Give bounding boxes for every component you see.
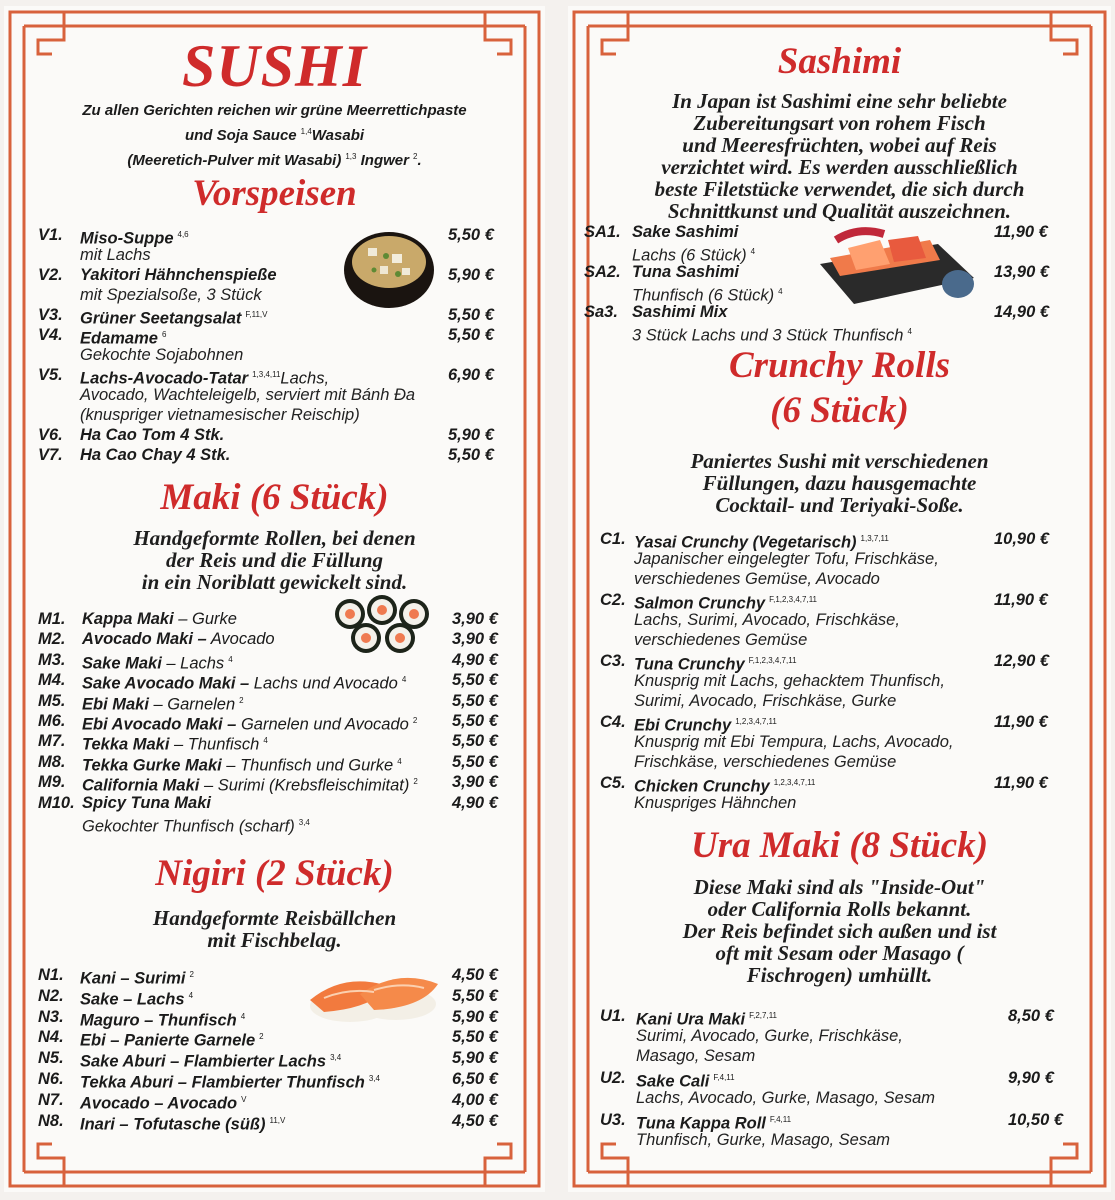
item-name bbox=[632, 302, 727, 322]
allergen-codes: 1,3,7,11 bbox=[860, 534, 889, 543]
allergen-codes: F,4,11 bbox=[769, 1115, 792, 1124]
item-price: 5,50 € bbox=[448, 226, 494, 244]
allergen-codes: 6 bbox=[161, 330, 167, 339]
menu-item bbox=[38, 752, 532, 775]
item-code: N5. bbox=[38, 1049, 64, 1068]
allergen-codes: 4 bbox=[401, 675, 407, 685]
item-code: SA2. bbox=[584, 263, 621, 281]
item-code: M6. bbox=[38, 712, 66, 730]
item-price: 5,50 € bbox=[452, 732, 498, 751]
maki-rolls-photo bbox=[332, 594, 436, 656]
item-code: N3. bbox=[38, 1007, 64, 1026]
item-price: 5,50 € bbox=[448, 326, 494, 344]
item-name bbox=[632, 222, 738, 242]
menu-item bbox=[38, 445, 528, 465]
item-name-text: Chicken Crunchy bbox=[634, 777, 770, 796]
item-code: M7. bbox=[38, 732, 66, 751]
item-price: 3,90 € bbox=[452, 630, 498, 649]
menu-item bbox=[38, 731, 532, 754]
allergen-codes: 2 bbox=[189, 970, 194, 979]
item-name-text: Avocado Maki – bbox=[82, 630, 207, 649]
menu-title: SUSHI bbox=[181, 33, 368, 99]
item-code: N4. bbox=[38, 1028, 64, 1047]
item-price: 6,50 € bbox=[452, 1070, 498, 1088]
item-name-text: Sake Sashimi bbox=[632, 223, 739, 241]
item-name-text: Salmon Crunchy bbox=[634, 594, 766, 613]
allergen-codes: 2 bbox=[412, 716, 418, 725]
item-price: 5,90 € bbox=[448, 426, 494, 444]
item-price: 5,50 € bbox=[448, 446, 494, 464]
sashimi-description: In Japan ist Sashimi eine sehr beliebte Zubereitungsart von rohem Fisch und Meeresfrüchten, wobei auf Reis verzichtet wird. Es werden ausschließlich beste Filetstücke verwendet, die sich durch Schnittkunst und Qualität auszeichnen. bbox=[654, 89, 1025, 223]
item-description-text: Thunfisch (6 Stück) bbox=[632, 286, 775, 305]
salmon-nigiri-photo bbox=[304, 968, 440, 1026]
menu-item bbox=[38, 986, 532, 1009]
item-name-text: Ha Cao Tom 4 Stk. bbox=[80, 426, 225, 444]
allergen-codes: 2 bbox=[259, 1032, 264, 1042]
item-price: 5,50 € bbox=[452, 752, 498, 771]
item-name-text: Sake Cali bbox=[636, 1072, 710, 1091]
item-price: 10,90 € bbox=[994, 530, 1050, 548]
sashimi-platter-photo bbox=[818, 214, 976, 310]
item-name bbox=[632, 262, 739, 282]
item-description-text: Lachs (6 Stück) bbox=[632, 246, 747, 265]
menu-item bbox=[38, 1048, 532, 1071]
item-description: verschiedenes Gemüse, Avocado bbox=[634, 570, 880, 588]
item-name-text: Tekka Maki bbox=[82, 735, 170, 754]
item-code: N6. bbox=[38, 1070, 64, 1088]
item-subtitle: – Lachs bbox=[161, 654, 225, 673]
item-description: Gekochte Sojabohnen bbox=[80, 346, 244, 364]
item-name-text: Sashimi Mix bbox=[632, 303, 728, 321]
item-code: V6. bbox=[38, 426, 63, 444]
item-name bbox=[80, 265, 277, 285]
item-name-text: Kappa Maki bbox=[82, 610, 174, 628]
item-code: C3. bbox=[600, 652, 626, 670]
item-name-text: Ebi – Panierte Garnele bbox=[80, 1031, 256, 1050]
item-subtitle: – Garnelen bbox=[148, 695, 236, 714]
nigiri-heading: Nigiri (2 Stück) bbox=[155, 853, 394, 894]
item-code: M1. bbox=[38, 610, 66, 628]
menu-item bbox=[38, 365, 528, 388]
allergen-codes: 1,3,4,11 bbox=[252, 370, 281, 379]
item-price: 4,50 € bbox=[452, 966, 498, 984]
item-name-text: Grüner Seetangsalat bbox=[80, 309, 242, 328]
item-code: SA1. bbox=[584, 223, 621, 241]
item-name-text: Inari – Tofutasche (süß) bbox=[80, 1115, 266, 1134]
menu-item bbox=[38, 325, 528, 348]
allergen-codes: 4 bbox=[263, 736, 268, 746]
allergen-codes: 2 bbox=[239, 695, 244, 705]
allergen-codes: F,4,11 bbox=[713, 1073, 735, 1082]
item-name-text: Kani Ura Maki bbox=[636, 1010, 746, 1029]
item-price: 5,50 € bbox=[448, 306, 494, 324]
item-name bbox=[80, 425, 224, 445]
menu-item bbox=[38, 772, 532, 795]
item-name-text: Tekka Aburi – Flambierter Thunfisch bbox=[80, 1073, 365, 1092]
allergen-codes: F,1,2,3,4,7,11 bbox=[769, 595, 817, 604]
item-code: N7. bbox=[38, 1090, 64, 1109]
item-price: 13,90 € bbox=[994, 263, 1050, 281]
item-description: Surimi, Avocado, Frischkäse, Gurke bbox=[634, 692, 897, 710]
item-name bbox=[82, 793, 211, 813]
menu-item bbox=[600, 590, 1074, 613]
item-code: C1. bbox=[600, 530, 626, 548]
item-subtitle: – Thunfisch und Gurke bbox=[221, 756, 394, 775]
item-description: Knusprig mit Ebi Tempura, Lachs, Avocado, bbox=[634, 733, 954, 751]
item-description: Lachs, Avocado, Gurke, Masago, Sesam bbox=[636, 1089, 935, 1107]
item-name-text: Ebi Maki bbox=[82, 695, 149, 714]
maki-heading: Maki (6 Stück) bbox=[160, 477, 389, 518]
allergen-codes: 4,6 bbox=[177, 230, 189, 239]
item-name-text: Tuna Sashimi bbox=[632, 263, 739, 281]
item-price: 4,90 € bbox=[452, 793, 498, 812]
menu-item bbox=[38, 1007, 532, 1030]
item-price: 9,90 € bbox=[1008, 1069, 1054, 1087]
menu-item bbox=[38, 670, 532, 693]
item-code: U1. bbox=[600, 1007, 626, 1025]
item-price: 3,90 € bbox=[452, 773, 498, 792]
item-code: N8. bbox=[38, 1111, 64, 1130]
item-name-continued: Lachs, bbox=[280, 369, 330, 388]
crunchy-heading: Crunchy Rolls (6 Stück) bbox=[728, 345, 951, 431]
item-price: 11,90 € bbox=[994, 591, 1048, 609]
menu-item bbox=[38, 1111, 532, 1134]
item-code: M4. bbox=[38, 671, 66, 690]
item-code: M8. bbox=[38, 752, 66, 771]
item-name-text: Avocado – Avocado bbox=[80, 1094, 238, 1113]
allergen-codes: 4 bbox=[228, 654, 233, 664]
item-code: N1. bbox=[38, 966, 64, 984]
menu-item bbox=[38, 691, 532, 714]
item-description: Masago, Sesam bbox=[636, 1047, 756, 1065]
item-code: C4. bbox=[600, 713, 626, 731]
nigiri-description: Handgeformte Reisbällchen mit Fischbelag. bbox=[152, 906, 397, 952]
item-name-text: Spicy Tuna Maki bbox=[82, 793, 211, 812]
allergen-codes: 3,4 bbox=[368, 1074, 380, 1083]
item-code: V7. bbox=[38, 446, 63, 464]
m10-description: Gekochter Thunfisch (scharf) $^{3,4}$ bbox=[82, 817, 310, 836]
menu-item bbox=[38, 1027, 532, 1050]
item-price: 5,50 € bbox=[452, 671, 498, 690]
item-description: Surimi, Avocado, Gurke, Frischkäse, bbox=[636, 1027, 903, 1045]
item-name-text: Yakitori Hähnchenspieße bbox=[80, 266, 277, 284]
menu-item bbox=[600, 529, 1074, 552]
allergen-codes: 2 bbox=[413, 777, 418, 787]
menu-item bbox=[600, 651, 1074, 674]
item-name-text: Tuna Crunchy bbox=[634, 655, 745, 674]
item-name-text: Sake Avocado Maki – bbox=[82, 674, 250, 693]
item-price: 6,90 € bbox=[448, 366, 494, 384]
menu-item bbox=[600, 1006, 1088, 1029]
menu-item bbox=[38, 965, 532, 988]
menu-item bbox=[38, 1090, 532, 1113]
item-code: N2. bbox=[38, 986, 64, 1005]
item-price: 3,90 € bbox=[452, 610, 498, 628]
ura-maki-description: Diese Maki sind als "Inside-Out" oder California Rolls bekannt. Der Reis befindet sich außen und ist oft mit Sesam oder Masago ( Fischrogen) umhüllt. bbox=[682, 875, 997, 987]
item-description: (knuspriger vietnamesischer Reischip) bbox=[80, 406, 360, 424]
item-description: Lachs, Surimi, Avocado, Frischkäse, bbox=[634, 611, 900, 629]
item-subtitle: Garnelen und Avocado bbox=[236, 715, 409, 734]
item-name bbox=[80, 1111, 285, 1135]
item-name-text: Sake Maki bbox=[82, 654, 162, 673]
item-code: C2. bbox=[600, 591, 626, 609]
item-code: M5. bbox=[38, 691, 66, 710]
item-code: M2. bbox=[38, 630, 66, 649]
allergen-codes: 3,4 bbox=[330, 1053, 342, 1063]
item-code: U2. bbox=[600, 1069, 626, 1087]
item-description bbox=[632, 322, 912, 346]
maki-description: Handgeformte Rollen, bei denen der Reis und die Füllung in ein Noriblatt gewickelt sind. bbox=[133, 526, 416, 594]
menu-item bbox=[600, 1068, 1088, 1091]
item-price: 14,90 € bbox=[994, 303, 1050, 321]
item-subtitle: – Gurke bbox=[173, 610, 237, 628]
item-price: 5,90 € bbox=[452, 1007, 498, 1026]
item-code: V2. bbox=[38, 266, 63, 284]
item-description: mit Lachs bbox=[80, 246, 151, 264]
item-code: V4. bbox=[38, 326, 63, 344]
item-price: 10,50 € bbox=[1008, 1111, 1064, 1129]
item-name-text: Tekka Gurke Maki bbox=[82, 756, 222, 775]
item-name bbox=[82, 609, 237, 629]
allergen-codes: F,2,7,11 bbox=[749, 1011, 777, 1020]
item-price: 11,90 € bbox=[994, 223, 1048, 241]
item-name-text: Miso-Suppe bbox=[80, 229, 174, 248]
menu-item bbox=[38, 793, 532, 813]
item-price: 12,90 € bbox=[994, 652, 1050, 670]
item-price: 11,90 € bbox=[994, 774, 1048, 792]
miso-soup-photo bbox=[342, 226, 436, 310]
item-description: mit Spezialsoße, 3 Stück bbox=[80, 286, 262, 304]
item-price: 5,90 € bbox=[452, 1049, 498, 1068]
item-code: M9. bbox=[38, 773, 66, 792]
item-subtitle: Lachs und Avocado bbox=[249, 674, 398, 693]
item-name-text: Sake – Lachs bbox=[80, 990, 185, 1009]
item-code: V1. bbox=[38, 226, 63, 244]
item-subtitle: – Surimi (Krebsfleischimitat) bbox=[199, 776, 410, 795]
menu-item bbox=[600, 1110, 1088, 1133]
menu-item bbox=[38, 265, 528, 285]
item-description: Avocado, Wachteleigelb, serviert mit Bánh Đa bbox=[80, 386, 416, 404]
item-description: Knuspriges Hähnchen bbox=[634, 794, 797, 812]
item-name-text: Edamame bbox=[80, 329, 158, 348]
item-name-text: Ha Cao Chay 4 Stk. bbox=[80, 446, 231, 464]
item-code: M3. bbox=[38, 650, 66, 669]
item-price: 8,50 € bbox=[1008, 1007, 1054, 1025]
menu-item bbox=[38, 711, 532, 734]
item-price: 4,00 € bbox=[452, 1090, 498, 1109]
item-name bbox=[80, 445, 230, 465]
item-code: V5. bbox=[38, 366, 63, 384]
allergen-codes: 1,2,3,4,7,11 bbox=[735, 717, 777, 726]
allergen-codes: 4 bbox=[240, 1011, 246, 1021]
item-name-text: Kani – Surimi bbox=[80, 969, 186, 988]
item-subtitle: – Thunfisch bbox=[169, 735, 260, 754]
item-description: Knusprig mit Lachs, gehacktem Thunfisch, bbox=[634, 672, 945, 690]
allergen-codes: 4 bbox=[397, 756, 402, 766]
right-menu-panel bbox=[568, 6, 1111, 1192]
item-name bbox=[82, 629, 275, 649]
crunchy-description: Paniertes Sushi mit verschiedenen Füllungen, dazu hausgemachte Cocktail- und Teriyaki-Soße. bbox=[690, 449, 989, 517]
allergen-codes: F,11,V bbox=[245, 310, 268, 319]
menu-item bbox=[38, 425, 528, 445]
item-description: Frischkäse, verschiedenes Gemüse bbox=[634, 753, 897, 771]
item-name-text: Tuna Kappa Roll bbox=[636, 1114, 766, 1133]
item-code: C5. bbox=[600, 774, 626, 792]
item-name-text: Sake Aburi – Flambierter Lachs bbox=[80, 1052, 327, 1071]
menu-item bbox=[600, 773, 1074, 796]
allergen-codes: 4 bbox=[750, 247, 756, 256]
item-code: Sa3. bbox=[584, 303, 618, 321]
item-name-text: Ebi Avocado Maki – bbox=[82, 715, 237, 734]
menu-item bbox=[600, 712, 1074, 735]
item-description-text: 3 Stück Lachs und 3 Stück Thunfisch bbox=[632, 326, 904, 345]
menu-item bbox=[38, 225, 528, 248]
item-code: M10. bbox=[38, 793, 75, 812]
item-description: verschiedenes Gemüse bbox=[634, 631, 808, 649]
menu-item bbox=[38, 1069, 532, 1092]
allergen-codes: 11,V bbox=[269, 1115, 286, 1125]
item-price: 4,50 € bbox=[452, 1111, 498, 1130]
item-name-text: Maguro – Thunfisch bbox=[80, 1011, 237, 1030]
menu-item bbox=[38, 609, 532, 629]
item-description: Thunfisch, Gurke, Masago, Sesam bbox=[636, 1131, 891, 1149]
item-price: 11,90 € bbox=[994, 713, 1048, 731]
item-code: V3. bbox=[38, 306, 63, 324]
allergen-codes: V bbox=[241, 1094, 247, 1104]
menu-item bbox=[38, 650, 532, 673]
item-name-text: Lachs-Avocado-Tatar bbox=[80, 369, 249, 388]
allergen-codes: F,1,2,3,4,7,11 bbox=[748, 656, 797, 665]
item-price: 5,50 € bbox=[452, 986, 498, 1005]
item-price: 5,50 € bbox=[452, 691, 498, 710]
item-price: 5,50 € bbox=[452, 1028, 498, 1047]
allergen-codes: 4 bbox=[907, 327, 912, 336]
item-name-text: Yasai Crunchy (Vegetarisch) bbox=[634, 533, 857, 552]
item-price: 5,90 € bbox=[448, 266, 494, 284]
allergen-codes: 4 bbox=[188, 990, 194, 1000]
allergen-codes: 1,2,3,4,7,11 bbox=[773, 778, 816, 787]
item-price: 4,90 € bbox=[452, 650, 498, 669]
intro-note: Zu allen Gerichten reichen wir grüne Meerrettichpaste und Soja Sauce $^{1,4}$Wasabi (Meeretich-Pulver mit Wasabi) $^{1,3}$ Ingwer $^2$. bbox=[82, 102, 467, 169]
vorspeisen-heading: Vorspeisen bbox=[192, 173, 357, 214]
menu-item bbox=[38, 305, 528, 328]
item-price: 5,50 € bbox=[452, 712, 498, 730]
item-name-text: California Maki bbox=[82, 776, 200, 795]
item-subtitle: Avocado bbox=[206, 630, 275, 649]
item-description: Japanischer eingelegter Tofu, Frischkäse, bbox=[634, 550, 939, 568]
left-menu-panel bbox=[4, 6, 545, 1192]
item-name-text: Ebi Crunchy bbox=[634, 716, 732, 735]
sashimi-heading: Sashimi bbox=[777, 41, 902, 82]
ura-maki-heading: Ura Maki (8 Stück) bbox=[690, 825, 989, 866]
allergen-codes: 4 bbox=[778, 287, 783, 296]
menu-item bbox=[38, 629, 532, 649]
item-code: U3. bbox=[600, 1111, 626, 1129]
